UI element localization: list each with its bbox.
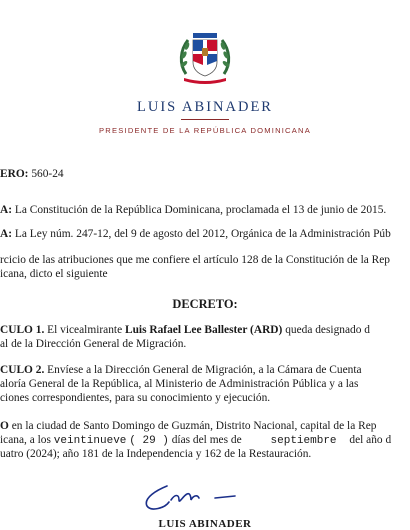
closing-line-2 [0, 434, 391, 448]
closing-text-1: en la ciudad de Santo Domingo de Guzmán, Distrito Nacional, capital de la Rep [11, 420, 377, 432]
closing-line-1 [0, 420, 376, 433]
handwritten-signature [135, 476, 245, 516]
closing-label: O [0, 420, 9, 432]
considerando-2 [0, 228, 391, 241]
considerando-2-text: La Ley núm. 247-12, del 9 de agosto del 2012, Orgánica de la Administración Púb [14, 228, 391, 240]
issuer-title: PRESIDENTE DE LA REPÚBLICA DOMINICANA [99, 126, 311, 135]
decree-number-line [0, 168, 64, 181]
closing-text-2b: días del mes de [171, 434, 242, 446]
article-2-label: CULO 2. [0, 364, 45, 376]
closing-text-2a: icana, a los [0, 434, 51, 446]
issuer-name: LUIS ABINADER [137, 99, 273, 115]
decree-number-label: ERO: [0, 168, 29, 180]
preamble-line-2: icana, dicto el siguiente [0, 268, 108, 280]
closing-line-3: uatro (2024); año 181 de la Independencia y 162 de la Restauración. [0, 448, 312, 460]
header-divider [181, 119, 229, 120]
closing-month: septiembre [270, 435, 337, 447]
closing-day-words: veintinueve [53, 435, 127, 447]
decreto-heading: DECRETO: [172, 297, 238, 311]
article-2-line-1 [0, 364, 362, 377]
decree-number-value: 560-24 [31, 168, 64, 180]
considerando-2-label: A: [0, 228, 13, 240]
article-2-line-3: ciones correspondientes, para su conocimiento y ejecución. [0, 392, 271, 404]
article-2-line-2: aloría General de la República, al Ministerio de Administración Pública y a las [0, 378, 359, 390]
signer-name: LUIS ABINADER [158, 518, 252, 530]
considerando-1-text: La Constitución de la República Dominicana, proclamada el 13 de junio de 2015. [14, 204, 387, 216]
considerando-1-label: A: [0, 204, 13, 216]
article-1-line-1 [0, 324, 370, 337]
article-2-text: Envíese a la Dirección General de Migración, a la Cámara de Cuenta [47, 364, 362, 376]
closing-text-2c: del año d [349, 434, 392, 446]
preamble-line-1: rcicio de las atribuciones que me confiere el artículo 128 de la Constitución de la Rep [0, 254, 390, 266]
article-1-text-b: queda designado d [285, 324, 370, 336]
article-1-appointee: Luis Rafael Lee Ballester (ARD) [124, 324, 283, 336]
article-1-label: CULO 1. [0, 324, 45, 336]
coat-of-arms-icon [176, 30, 234, 86]
considerando-1 [0, 204, 386, 217]
article-1-text-a: El vicealmirante [47, 324, 123, 336]
article-1-line-2: al de la Dirección General de Migración. [0, 338, 187, 350]
closing-day-number: ( 29 ) [129, 435, 169, 447]
